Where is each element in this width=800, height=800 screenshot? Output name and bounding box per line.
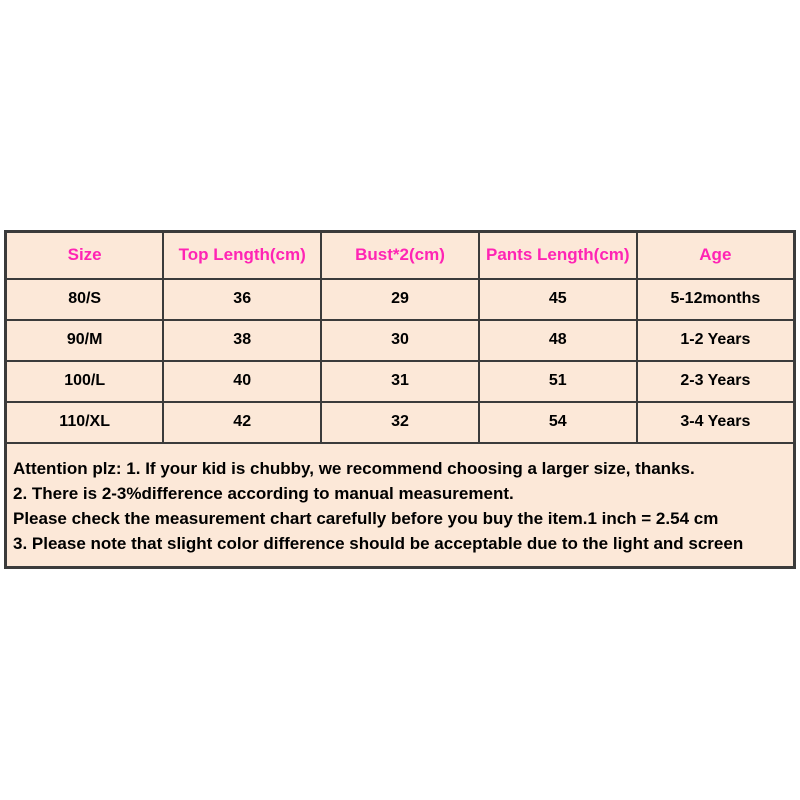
cell-bust: 31 bbox=[321, 361, 479, 402]
column-header-pants-length: Pants Length(cm) bbox=[479, 232, 637, 279]
cell-size: 110/XL bbox=[6, 402, 164, 443]
cell-size: 100/L bbox=[6, 361, 164, 402]
table-row-80s bbox=[6, 279, 795, 320]
cell-pants-length: 45 bbox=[479, 279, 637, 320]
column-header-bust: Bust*2(cm) bbox=[321, 232, 479, 279]
cell-pants-length: 54 bbox=[479, 402, 637, 443]
cell-age: 5-12months bbox=[637, 279, 795, 320]
note-line-4: 3. Please note that slight color difference should be acceptable due to the light and screen bbox=[13, 533, 744, 553]
size-chart-table bbox=[4, 230, 796, 569]
cell-age: 1-2 Years bbox=[637, 320, 795, 361]
cell-age: 2-3 Years bbox=[637, 361, 795, 402]
cell-top-length: 36 bbox=[163, 279, 321, 320]
cell-age: 3-4 Years bbox=[637, 402, 795, 443]
column-header-age: Age bbox=[637, 232, 795, 279]
note-line-2: 2. There is 2-3%difference according to manual measurement. bbox=[13, 483, 514, 503]
header-row bbox=[6, 232, 795, 279]
column-header-size: Size bbox=[6, 232, 164, 279]
column-header-top-length: Top Length(cm) bbox=[163, 232, 321, 279]
cell-top-length: 38 bbox=[163, 320, 321, 361]
cell-bust: 30 bbox=[321, 320, 479, 361]
cell-size: 80/S bbox=[6, 279, 164, 320]
table-row-110xl bbox=[6, 402, 795, 443]
cell-pants-length: 51 bbox=[479, 361, 637, 402]
note-line-3: Please check the measurement chart carefully before you buy the item.1 inch = 2.54 cm bbox=[13, 508, 719, 528]
note-row bbox=[6, 443, 795, 568]
attention-note bbox=[6, 443, 795, 568]
table-row-100l bbox=[6, 361, 795, 402]
cell-size: 90/M bbox=[6, 320, 164, 361]
cell-bust: 32 bbox=[321, 402, 479, 443]
cell-bust: 29 bbox=[321, 279, 479, 320]
table-row-90m bbox=[6, 320, 795, 361]
size-chart-header bbox=[6, 232, 795, 279]
cell-top-length: 40 bbox=[163, 361, 321, 402]
cell-pants-length: 48 bbox=[479, 320, 637, 361]
size-chart-container bbox=[4, 230, 796, 569]
cell-top-length: 42 bbox=[163, 402, 321, 443]
size-chart-body bbox=[6, 279, 795, 568]
note-line-1: Attention plz: 1. If your kid is chubby, we recommend choosing a larger size, thanks. bbox=[13, 458, 695, 478]
